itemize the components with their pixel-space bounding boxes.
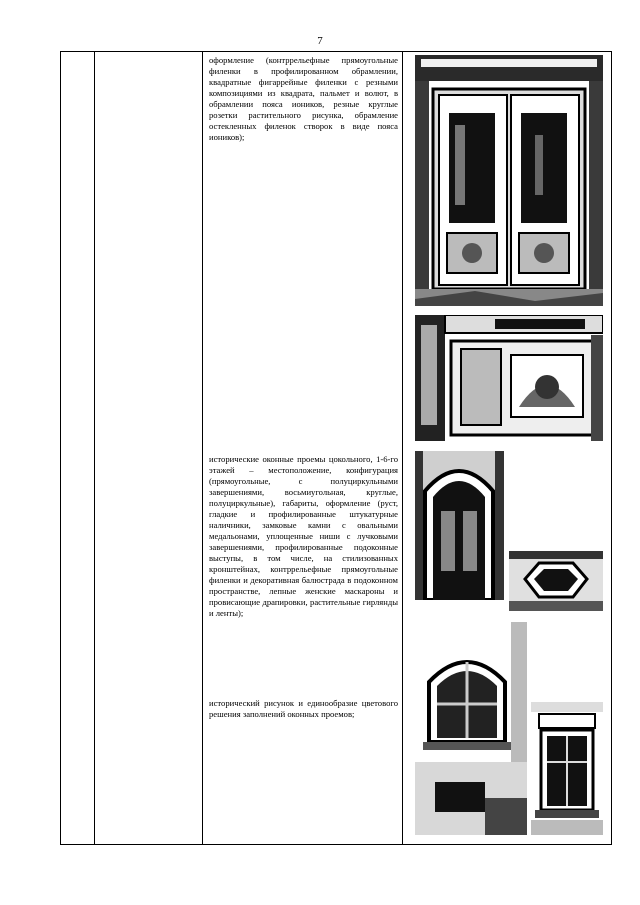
- objects-table: [60, 51, 612, 845]
- window-filling-text: исторический рисунок и единообразие цветового решения заполнений оконных проемов;: [209, 698, 398, 719]
- number-cell: [61, 52, 95, 845]
- door-detail-photo: [415, 315, 603, 441]
- arched-window-niche-photo: [415, 451, 504, 600]
- octagonal-window-photo: [509, 551, 603, 611]
- entrance-door-photo: [415, 55, 603, 306]
- door-decoration-text: оформление (контррельефные прямоугольные филенки в профилированном обрамлении, квадратные фигаррейные филенки с резными композициями из квадрата, пальмет и волют, в обрамлении пояса иоников, резные круглые розетки растительного рисунка, обрамление остекленных филенок створок в виде пояса иоников);: [209, 55, 398, 142]
- photos-cell: [403, 52, 612, 845]
- window-openings-text: исторические оконные проемы цокольного, 1-6-го этажей – местоположение, конфигурация (прямоугольные, с полуциркульными завершениями, восьмиугольная, круглые, полуциркульные), габариты, оформление (руст, гладкие и профилированные штукатурные наличники, замковые камни с овальными медальонами, уплощенные ниши с лучковыми завершениями, профилированные подоконные выступы, в том числе, на стилизованных кронштейнах, контррельефные прямоугольные филенки и декоративная балюстрада в подоконном пространстве, лепные женские маскароны и провисающие драпировки, растительные гирлянды и ленты);: [209, 454, 398, 618]
- table-row: [61, 52, 612, 845]
- page-number: 7: [317, 35, 323, 47]
- arched-window-facade-photo: [415, 622, 527, 835]
- description-cell: [203, 52, 403, 845]
- rectangular-window-photo: [531, 702, 603, 835]
- name-cell: [95, 52, 203, 845]
